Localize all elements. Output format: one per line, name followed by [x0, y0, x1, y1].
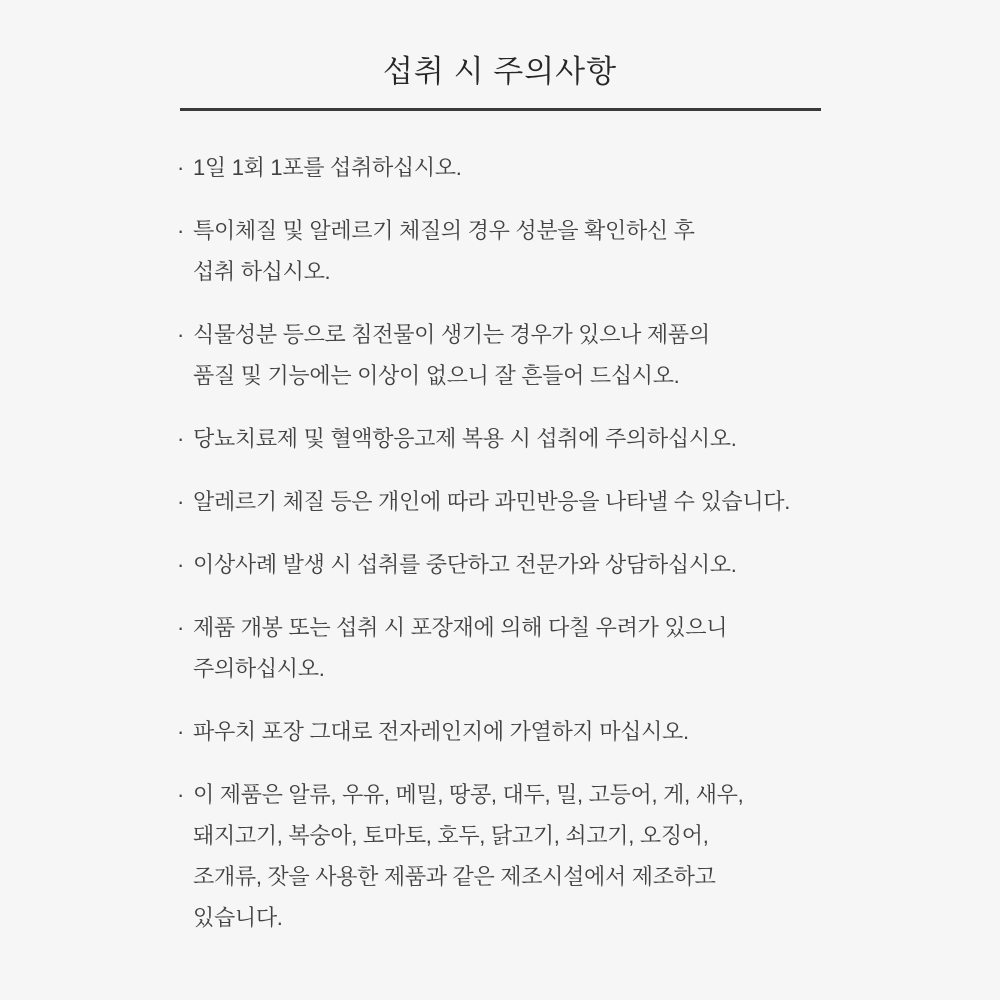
bullet-dot: ·	[177, 782, 185, 807]
precaution-item	[176, 774, 856, 938]
title-divider	[180, 108, 821, 111]
precaution-line: 주의하십시오.	[193, 656, 325, 681]
precaution-line: 알레르기 체질 등은 개인에 따라 과민반응을 나타낼 수 있습니다.	[193, 489, 791, 514]
precaution-item	[176, 607, 856, 689]
precaution-line: 당뇨치료제 및 혈액항응고제 복용 시 섭취에 주의하십시오.	[193, 426, 737, 451]
precaution-line: 식물성분 등으로 침전물이 생기는 경우가 있으나 제품의	[193, 322, 710, 347]
precaution-line: 있습니다.	[193, 905, 283, 930]
bullet-dot: ·	[177, 615, 185, 640]
precaution-line: 파우치 포장 그대로 전자레인지에 가열하지 마십시오.	[193, 719, 689, 744]
precaution-item	[176, 210, 856, 292]
precaution-line: 1일 1회 1포를 섭취하십시오.	[193, 155, 462, 180]
precaution-item	[176, 418, 856, 459]
bullet-dot: ·	[177, 719, 185, 744]
precaution-line: 품질 및 기능에는 이상이 없으니 잘 흔들어 드십시오.	[193, 363, 680, 388]
precaution-item	[176, 314, 856, 396]
bullet-dot: ·	[177, 426, 185, 451]
precaution-item	[176, 147, 856, 188]
precaution-line: 섭취 하십시오.	[193, 259, 331, 284]
precaution-line: 조개류, 잣을 사용한 제품과 같은 제조시설에서 제조하고	[193, 864, 716, 889]
precaution-line: 제품 개봉 또는 섭취 시 포장재에 의해 다칠 우려가 있으니	[193, 615, 728, 640]
precaution-line: 이 제품은 알류, 우유, 메밀, 땅콩, 대두, 밀, 고등어, 게, 새우,	[193, 782, 744, 807]
bullet-dot: ·	[177, 155, 185, 180]
precaution-line: 이상사례 발생 시 섭취를 중단하고 전문가와 상담하십시오.	[193, 552, 737, 577]
bullet-dot: ·	[177, 322, 185, 347]
precaution-line: 특이체질 및 알레르기 체질의 경우 성분을 확인하신 후	[193, 218, 695, 243]
bullet-dot: ·	[177, 489, 185, 514]
bullet-dot: ·	[177, 552, 185, 577]
precaution-item	[176, 544, 856, 585]
precaution-line: 돼지고기, 복숭아, 토마토, 호두, 닭고기, 쇠고기, 오징어,	[193, 823, 709, 848]
precaution-item	[176, 711, 856, 752]
precaution-list	[176, 147, 856, 938]
page-title: 섭취 시 주의사항	[382, 54, 618, 89]
bullet-dot: ·	[177, 218, 185, 243]
precaution-item	[176, 481, 856, 522]
